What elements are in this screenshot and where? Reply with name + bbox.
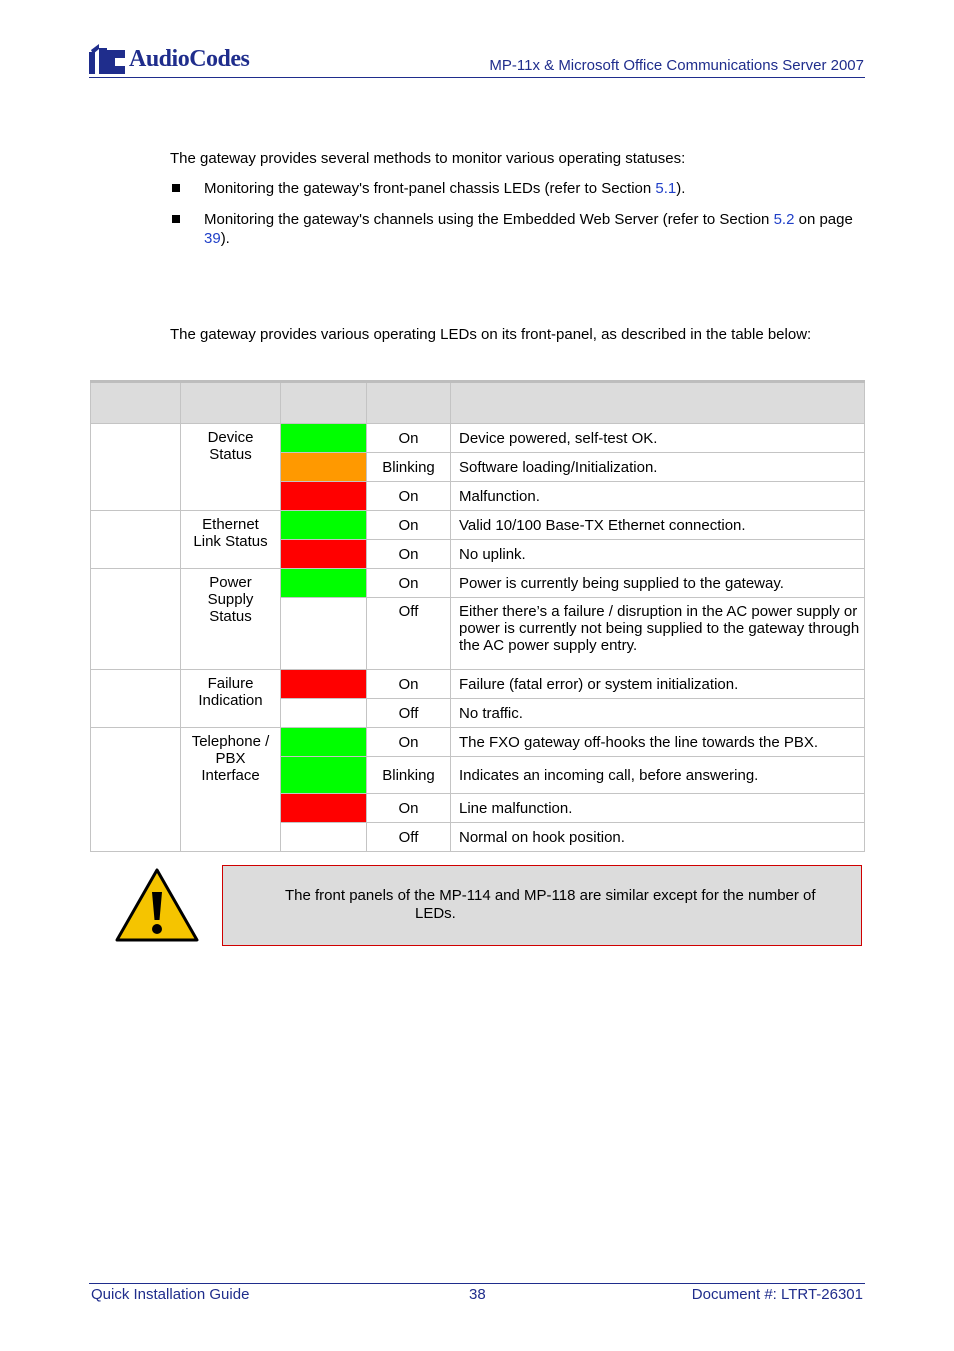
led-description: The FXO gateway off-hooks the line towards the PBX. [451, 728, 865, 757]
table-row [91, 569, 865, 598]
bullet-text-mid: on page [794, 211, 853, 228]
leds-intro-paragraph: The gateway provides various operating LEDs on its front-panel, as described in the table below: [170, 326, 812, 343]
led-state: On [367, 540, 451, 569]
led-state: On [367, 569, 451, 598]
led-color-swatch [281, 598, 367, 670]
header-cell [91, 382, 181, 424]
led-color-swatch [281, 794, 367, 823]
led-description: Device powered, self-test OK. [451, 424, 865, 453]
led-color-swatch [281, 670, 367, 699]
footer-document-number: Document #: LTRT-26301 [691, 1286, 863, 1303]
header-cell [281, 382, 367, 424]
header-cell [181, 382, 281, 424]
led-description: No uplink. [451, 540, 865, 569]
logo-wordmark: AudioCodes [129, 46, 250, 72]
table-header-row [91, 382, 865, 424]
led-state: On [367, 511, 451, 540]
led-state: Blinking [367, 453, 451, 482]
group-cell [91, 670, 181, 728]
warning-icon [115, 868, 199, 942]
led-color-swatch [281, 728, 367, 757]
page-link[interactable]: 39 [204, 230, 221, 247]
led-description: No traffic. [451, 699, 865, 728]
note-text-line-1: The front panels of the MP-114 and MP-118 are similar except for the number of [285, 887, 816, 904]
led-color-swatch [281, 511, 367, 540]
header-cell [451, 382, 865, 424]
led-description: Malfunction. [451, 482, 865, 511]
bullet-text: Monitoring the gateway's channels using the Embedded Web Server (refer to Section [204, 211, 774, 228]
note-text-line-2: LEDs. [415, 905, 456, 922]
led-state: Off [367, 699, 451, 728]
bullet-text: Monitoring the gateway's front-panel chassis LEDs (refer to Section [204, 180, 656, 197]
header-cell [367, 382, 451, 424]
document-title: MP-11x & Microsoft Office Communications Server 2007 [489, 57, 864, 74]
table-row [91, 424, 865, 453]
led-state: On [367, 482, 451, 511]
group-cell [91, 424, 181, 511]
led-description: Software loading/Initialization. [451, 453, 865, 482]
led-color-swatch [281, 540, 367, 569]
led-name: Ethernet Link Status [181, 511, 281, 569]
group-cell [91, 728, 181, 852]
section-link[interactable]: 5.1 [655, 180, 677, 197]
led-state: On [367, 728, 451, 757]
led-state: On [367, 794, 451, 823]
led-state: Off [367, 598, 451, 670]
bullet-square-icon [172, 215, 180, 223]
led-description: Line malfunction. [451, 794, 865, 823]
logo-mark-icon [89, 44, 127, 74]
led-description: Failure (fatal error) or system initialization. [451, 670, 865, 699]
led-description: Indicates an incoming call, before answering. [451, 757, 865, 794]
led-description: Normal on hook position. [451, 823, 865, 852]
led-color-swatch [281, 482, 367, 511]
group-cell [91, 569, 181, 670]
footer-guide-title: Quick Installation Guide [91, 1286, 250, 1303]
table-row [91, 670, 865, 699]
led-color-swatch [281, 569, 367, 598]
led-name: Device Status [181, 424, 281, 511]
led-state: On [367, 424, 451, 453]
led-color-swatch [281, 424, 367, 453]
led-name: Power Supply Status [181, 569, 281, 670]
table-row [91, 511, 865, 540]
led-description: Valid 10/100 Base-TX Ethernet connection. [451, 511, 865, 540]
footer-page-number: 38 [469, 1286, 486, 1303]
group-cell [91, 511, 181, 569]
led-color-swatch [281, 823, 367, 852]
led-name: Failure Indication [181, 670, 281, 728]
led-description: Power is currently being supplied to the gateway. [451, 569, 865, 598]
header-divider [89, 77, 865, 78]
led-color-swatch [281, 699, 367, 728]
led-color-swatch [281, 453, 367, 482]
led-description: Either there’s a failure / disruption in the AC power supply or power is currently not being supplied to the gateway through the AC power supply entry. [451, 598, 865, 670]
bullet-text-end: ). [676, 180, 686, 197]
led-name: Telephone / PBX Interface [181, 728, 281, 852]
led-table [90, 380, 865, 852]
audiocodes-logo [89, 44, 259, 76]
led-state: On [367, 670, 451, 699]
note-box [222, 865, 862, 946]
table-row [91, 728, 865, 757]
intro-paragraph: The gateway provides several methods to monitor various operating statuses: [170, 150, 686, 167]
bullet-square-icon [172, 184, 180, 192]
footer-divider [89, 1283, 865, 1284]
section-link[interactable]: 5.2 [773, 211, 795, 228]
led-state: Off [367, 823, 451, 852]
led-color-swatch [281, 757, 367, 794]
bullet-text-end: ). [220, 230, 230, 247]
led-state: Blinking [367, 757, 451, 794]
